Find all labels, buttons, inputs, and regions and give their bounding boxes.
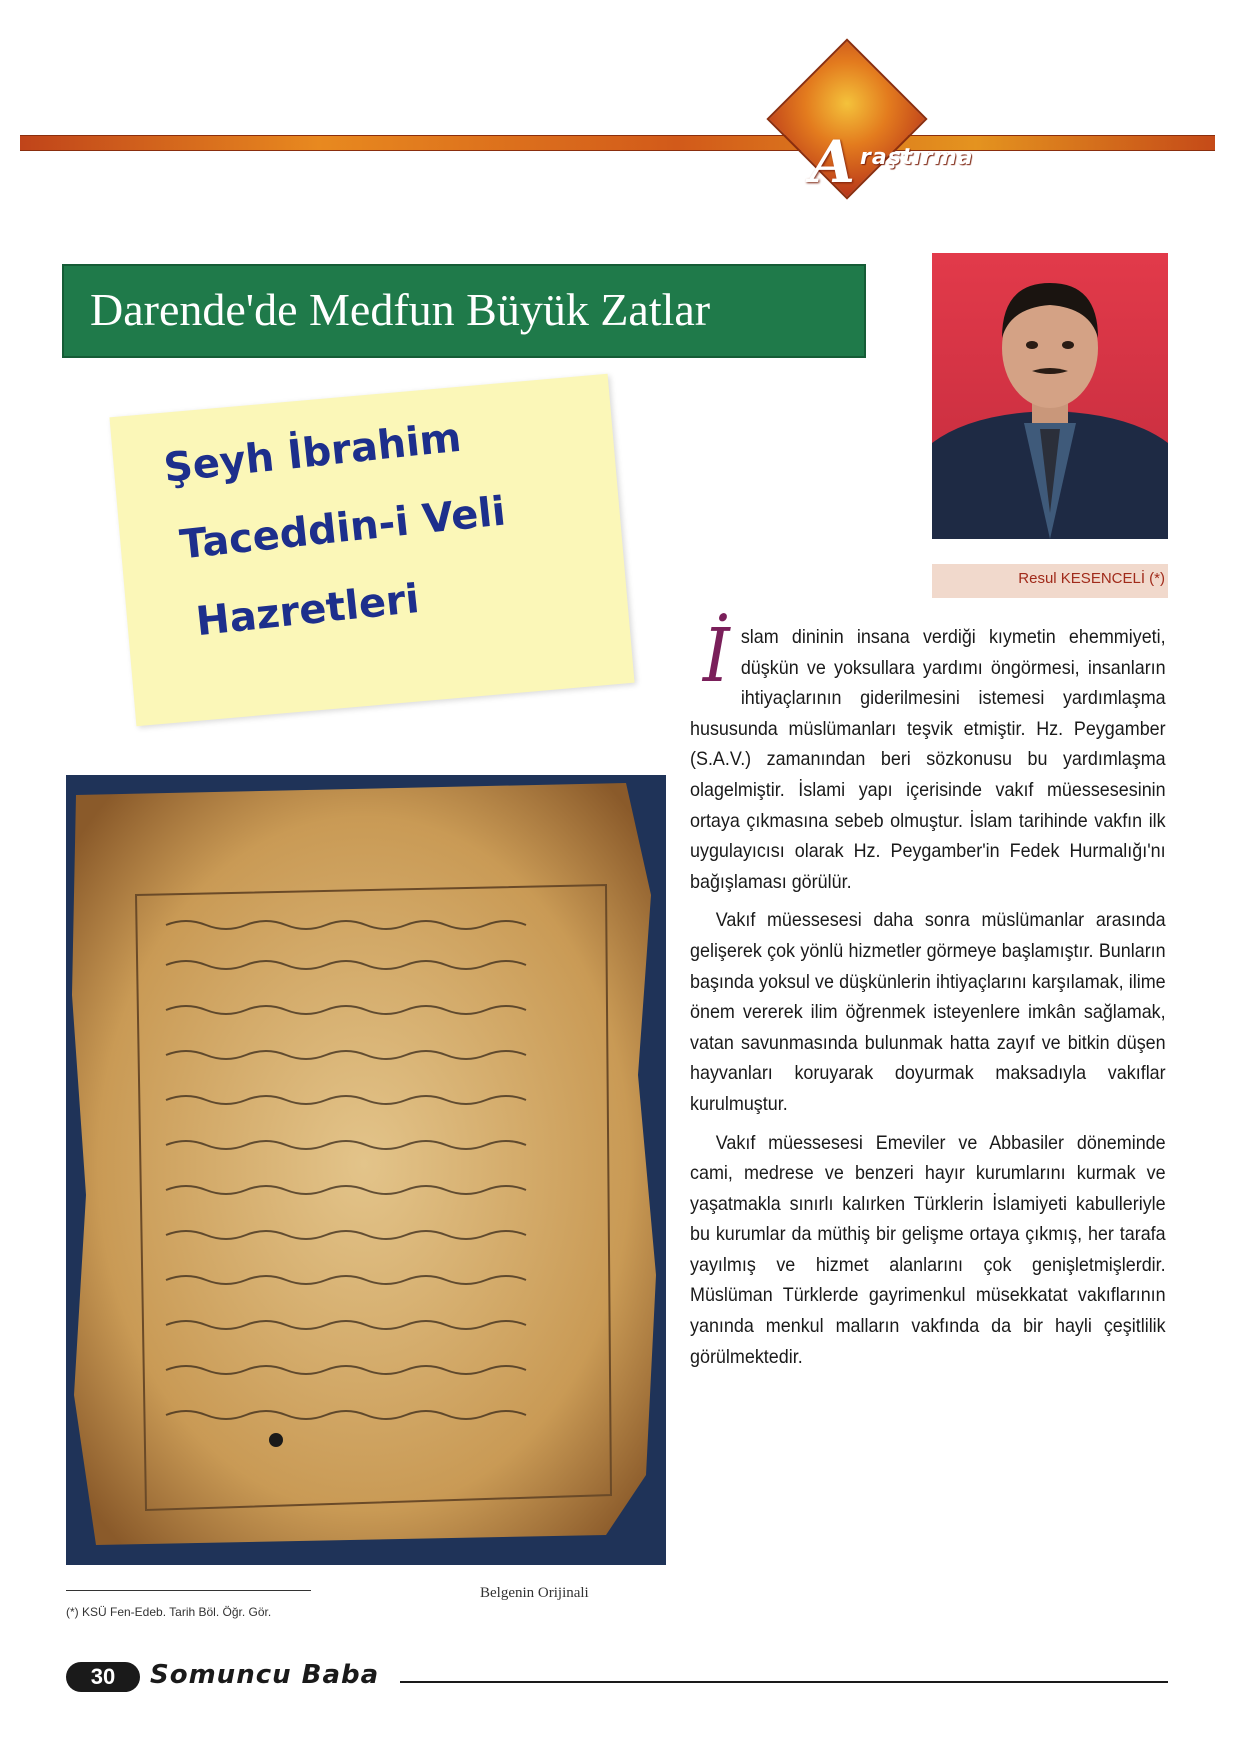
subtitle-line-2: Taceddin-i Veli — [177, 488, 508, 569]
drop-cap: İ — [702, 613, 730, 699]
article-subtitle — [160, 384, 622, 663]
portrait-illustration — [932, 253, 1168, 539]
section-label: raştırma — [860, 145, 974, 170]
paragraph-1 — [690, 613, 1166, 897]
paragraph-3: Vakıf müessesesi Emeviler ve Abbasiler döneminde cami, medrese ve benzeri hayır kurumlarını kurmak ve yaşatmakla sınırlı kalırken Türklerin İslamiyeti kabulleriyle bu kurumlar da müthiş bir gelişme ortaya çıkmış, her tarafa yayılmış ve hizmet alanlarını çok genişletmişlerdir. Müslüman Türklerde gayrimenkul müsekkatat vakıflarının yanında menkul malların vakfında da bir hayli çeşitlilik görülmektedir. — [690, 1131, 1166, 1368]
author-portrait — [932, 253, 1168, 539]
manuscript-illustration — [66, 775, 666, 1565]
magazine-title: Somuncu Baba — [150, 1660, 380, 1690]
page-title: Darende'de Medfun Büyük Zatlar — [90, 284, 711, 335]
subtitle-line-3: Hazretleri — [193, 575, 422, 646]
section-initial: A — [810, 128, 856, 196]
footnote-divider — [66, 1590, 311, 1591]
manuscript-photo — [66, 775, 666, 1565]
footnote: (*) KSÜ Fen-Edeb. Tarih Böl. Öğr. Gör. — [66, 1605, 272, 1619]
footer-divider — [400, 1681, 1168, 1683]
header-bar — [20, 135, 1215, 151]
article-body — [690, 613, 1166, 1380]
subtitle-line-1: Şeyh İbrahim — [161, 414, 464, 492]
paragraph-2: Vakıf müessesesi daha sonra müslümanlar arasında gelişerek çok yönlü hizmetler görmeye başlamıştır. Bunların başında yoksul ve düşkünlerin ihtiyaçlarını karşılamak, ilime önem vererek ilim öğrenmek isteyenlere imkân sağlamak, vatan savunmasında bulunmak hatta zayıf ve bitkin düşen hayvanları koruyarak doyurmak maksadıyla vakıflar kurulmuştur. — [690, 909, 1166, 1115]
author-name: Resul KESENCELİ (*) — [1018, 570, 1165, 587]
photo-caption: Belgenin Orijinali — [480, 1585, 589, 1601]
paragraph-1-text: slam dininin insana verdiği kıymetin ehemmiyeti, düşkün ve yoksullara yardımı öngörmesi, insanların ihtiyaçlarının giderilmesini istemesi yardımlaşma hususunda müslümanları teşvik etmiştir. Hz. Peygamber (S.A.V.) zamanından beri sözkonusu bu yardımlaşma olagelmiştir. İslami yapı içerisinde vakıf müessesesinin ortaya çıkmasına sebeb olmuştur. İslam tarihinde vakfın ilk uygulayıcısı olarak Hz. Peygamber'in Fedek Hurmalığı'nı bağışlaması görülür. — [690, 626, 1166, 893]
page-number: 30 — [66, 1662, 140, 1692]
